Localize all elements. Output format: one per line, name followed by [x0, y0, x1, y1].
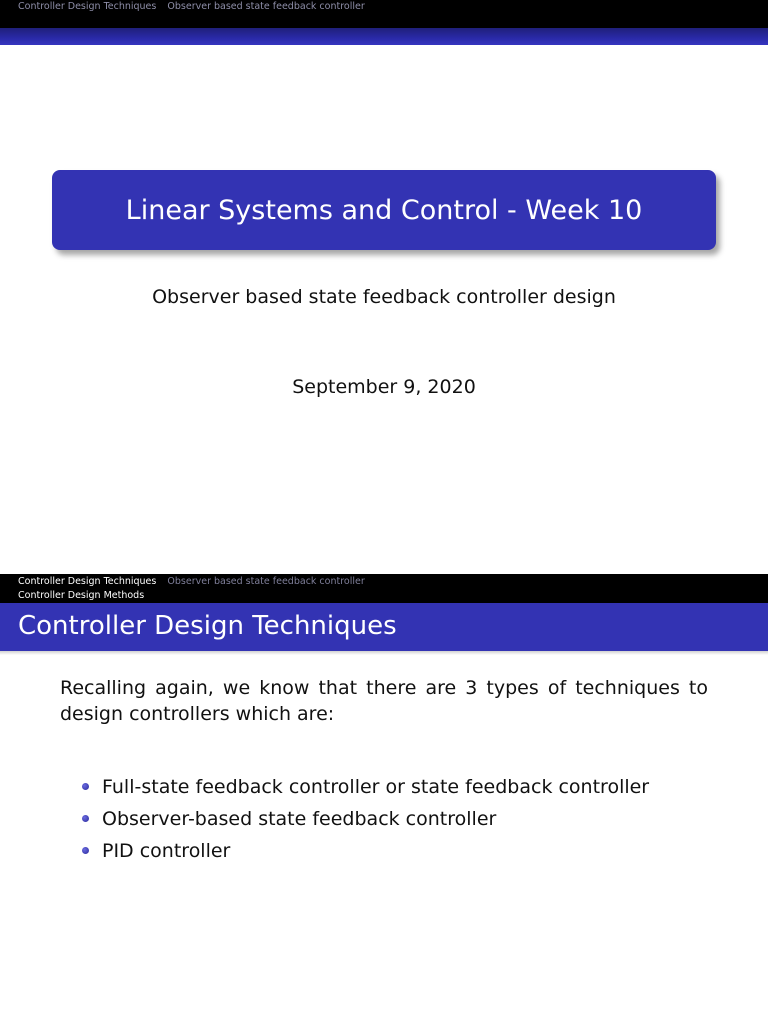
bullet-icon — [82, 783, 89, 790]
intro-paragraph: Recalling again, we know that there are 3 types of techniques to design controllers which are: — [60, 677, 708, 725]
list-item-text: Full-state feedback controller or state feedback controller — [102, 776, 650, 798]
content-slide — [0, 574, 768, 1024]
list-item-text: Observer-based state feedback controller — [102, 808, 497, 830]
presentation-title: Linear Systems and Control - Week 10 — [125, 194, 643, 226]
list-item — [82, 806, 649, 838]
nav-subsection-link[interactable]: Observer based state feedback controller — [167, 576, 365, 587]
presentation-date: September 9, 2020 — [292, 376, 476, 398]
list-item — [82, 838, 649, 870]
list-item-text: PID controller — [102, 840, 231, 862]
presentation-subtitle: Observer based state feedback controller design — [152, 286, 616, 308]
header-navigation — [18, 576, 365, 587]
frame-title-bar — [0, 603, 768, 651]
technique-list — [82, 774, 649, 870]
title-box — [52, 170, 716, 250]
slide-header — [0, 574, 768, 603]
nav-section-link[interactable]: Controller Design Techniques — [18, 576, 157, 587]
bullet-icon — [82, 847, 89, 854]
header-navigation — [18, 1, 373, 12]
list-item — [82, 774, 649, 806]
bullet-icon — [82, 815, 89, 822]
header-gradient-bar — [0, 28, 768, 45]
nav-subsection-link[interactable]: Observer based state feedback controller — [167, 1, 365, 12]
nav-frame-section-link[interactable]: Controller Design Methods — [18, 590, 145, 601]
frame-title: Controller Design Techniques — [18, 611, 397, 641]
slide-header — [0, 0, 768, 28]
nav-section-link[interactable]: Controller Design Techniques — [18, 1, 157, 12]
